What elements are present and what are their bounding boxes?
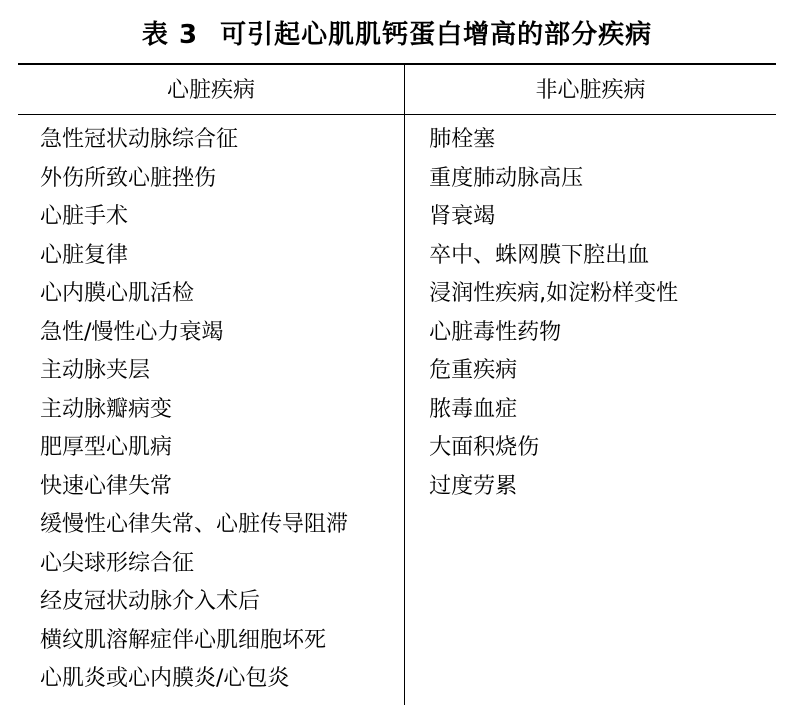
list-item: 主动脉夹层 xyxy=(40,358,151,383)
column-header-cardiac: 心脏疾病 xyxy=(18,65,405,114)
list-item: 心内膜心肌活检 xyxy=(40,281,195,306)
noncardiac-disease-list xyxy=(405,115,776,506)
list-item: 缓慢性心律失常、心脏传导阻滞 xyxy=(40,512,349,537)
list-item: 快速心律失常 xyxy=(40,473,173,499)
list-item: 肺栓塞 xyxy=(429,127,496,152)
cardiac-diseases-cell xyxy=(18,115,405,705)
list-item: 脓毒血症 xyxy=(429,396,518,422)
list-item: 心脏毒性药物 xyxy=(429,319,562,345)
column-header-noncardiac: 非心脏疾病 xyxy=(535,78,646,103)
disease-table-body xyxy=(18,115,776,705)
list-item: 危重疾病 xyxy=(429,358,518,383)
list-item: 外伤所致心脏挫伤 xyxy=(40,165,217,191)
list-item: 经皮冠状动脉介入术后 xyxy=(40,589,261,614)
list-item: 大面积烧伤 xyxy=(429,435,540,460)
disease-table xyxy=(18,65,776,114)
list-item: 卒中、蛛网膜下腔出血 xyxy=(429,242,650,268)
cell-bottom-spacer xyxy=(18,699,404,705)
list-item: 横纹肌溶解症伴心肌细胞坏死 xyxy=(40,627,327,653)
list-item: 肥厚型心肌病 xyxy=(40,435,173,460)
cardiac-disease-list xyxy=(18,115,404,699)
list-item: 心肌炎或心内膜炎/心包炎 xyxy=(40,666,290,691)
list-item: 过度劳累 xyxy=(429,473,518,499)
list-item: 浸润性疾病,如淀粉样变性 xyxy=(429,281,679,306)
list-item: 急性/慢性心力衰竭 xyxy=(40,319,224,345)
list-item: 急性冠状动脉综合征 xyxy=(40,127,239,152)
noncardiac-diseases-cell xyxy=(405,115,776,705)
list-item: 心脏手术 xyxy=(40,204,129,229)
table-header-row xyxy=(18,65,776,114)
list-item: 心尖球形综合征 xyxy=(40,550,195,576)
list-item: 心脏复律 xyxy=(40,242,129,268)
list-item: 肾衰竭 xyxy=(429,204,496,229)
table-caption xyxy=(0,0,794,63)
table-title: 可引起心肌肌钙蛋白增高的部分疾病 xyxy=(220,20,653,50)
list-item: 主动脉瓣病变 xyxy=(40,396,173,422)
table-container xyxy=(18,65,776,705)
table-number: 表 3 xyxy=(141,20,199,50)
list-item: 重度肺动脉高压 xyxy=(429,165,584,191)
